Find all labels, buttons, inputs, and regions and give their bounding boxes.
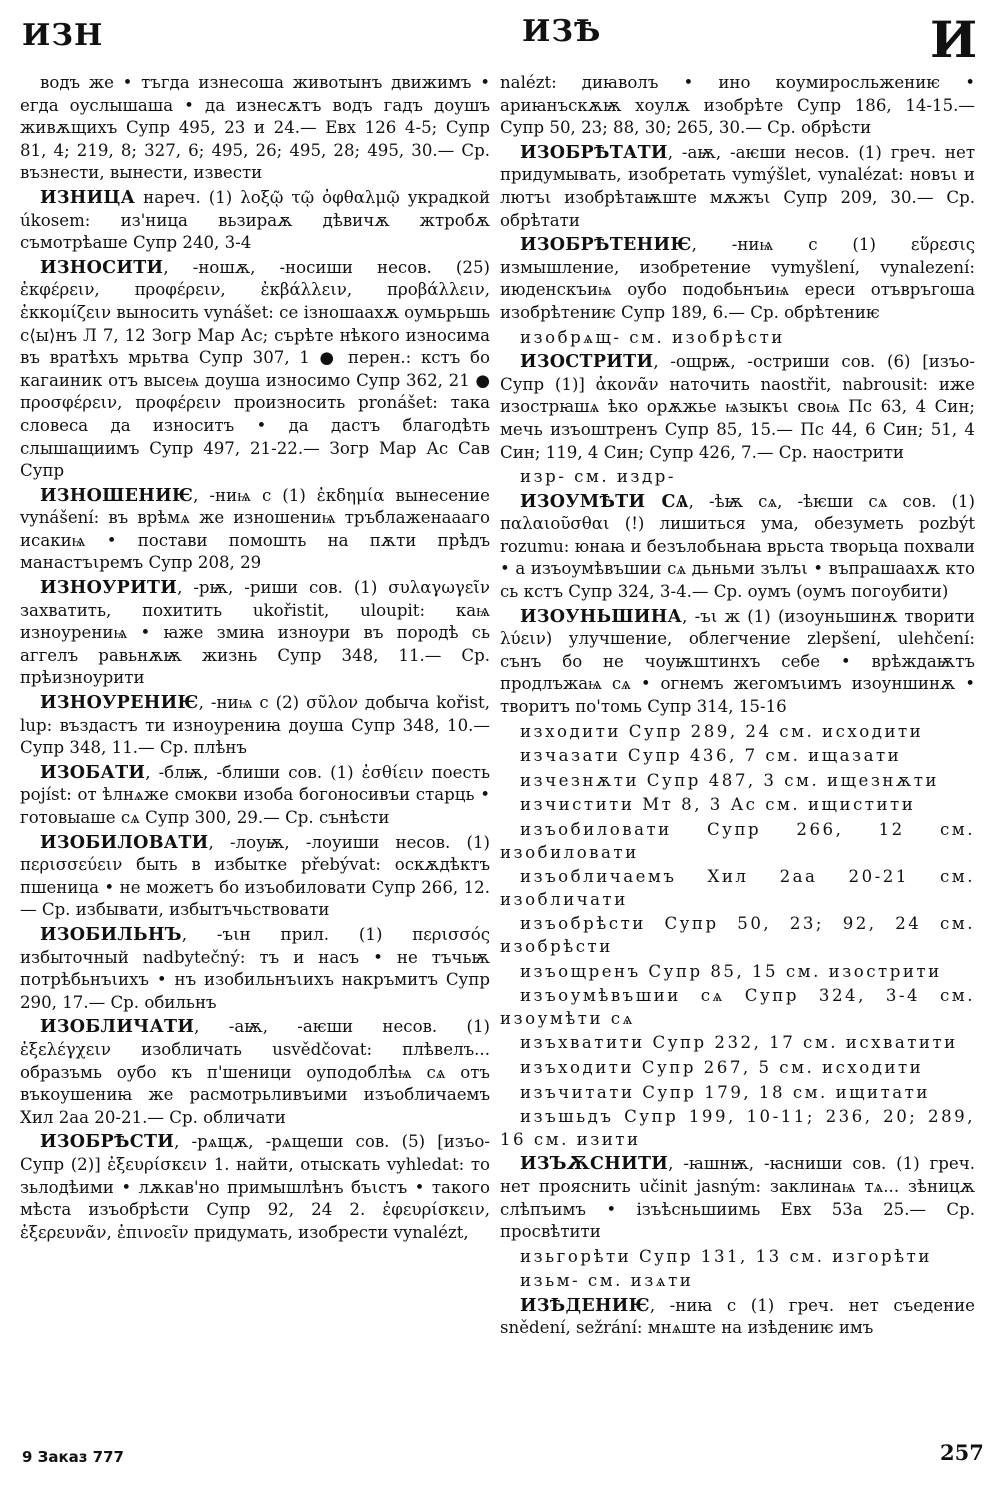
entry-text: , -блѭ, -блиши сов. (1) ἐσθίειν поесть pojíst: от ѣлнѧже смокви изоба богоносивъи старць • готовыаше сѧ Супр 300, 29.— Ср. сънѣсти [20,762,490,827]
entry-headword: ИЗОБАТИ [40,762,146,783]
entry-text: изъоумѣвъшии сѧ Супр 324, 3-4 см. изоумѣти сѧ [500,986,975,1028]
dictionary-entry [20,1016,490,1129]
entry-text: , -ъι ж (1) (изоуньшинѫ творити λύειν) улучшение, облегчение zlepšení, ulehčení: сънъ бо не чоуѭштинхъ себе • врѣждаѭтъ продлъжаѩ сѧ • огнемъ жегомъιимъ изоуншинѫ • творитъ по'томь Супр 314, 15-16 [500,606,975,717]
cross-reference [500,327,975,350]
entry-text: изчистити Мт 8, 3 Ас см. ищистити [520,795,916,815]
entry-text: , -ношѫ, -носиши несов. (25) ἐκφέρειν, προφέρειν, ἐκβάλλειν, προβάλλειν, ἐκκομίζειν выносить vynášet: се ізношаахѫ оумьрьшь с⟨ы⟩нъ Л 7, 12 Зогр Мар Ас; сърѣте нѣкого износима въ вратѣхъ мрьтва Супр 307, 1 ● перен.: кстъ бо кагаиник отъ высеѩ доуша износимо Супр 362, 21 ● προσφέρειν, προφέρειν произносить pronášet: така словеса да износитъ • да дастъ благодѣть слышащиимъ Супр 497, 21-22.— Зогр Мар Ас Сав Супр [20,257,490,481]
entry-text: изьм- см. изѧти [520,1271,694,1291]
entry-text: , -ощрѭ, -остриши сов. (6) [изъо- Супр (1)] ἀκονᾶν наточить naostřit, nabrousit: иже изострꙗшѧ ѣко орѫжье ѩзыкъι своѩ Пс 63, 4 Син; мечь изъоштренъ Супр 85, 15.— Пс 44, 6 Син; 51, 4 Син; 119, 4 Син; Супр 426, 7.— Ср. наострити [500,352,975,462]
entry-text: , -ъιн прил. (1) περισσός избыточный nadbytečný: тъ и насъ • не тъчьѭ потрѣбьнъιихъ • нъ изобильнъιихъ накръмитъ Супр 290, 17.— Ср. обильнъ [20,924,490,1012]
entry-headword: ИЗНОУРЕНИѤ [40,693,199,714]
center-guide-word: ИЗѢ [522,14,602,49]
entry-text: изъобличаемъ Хил 2аа 20-21 см. изобличати [500,867,975,909]
dictionary-entry [20,72,490,185]
entry-text: , -рѭ, -риши сов. (1) συλαγωγεῖν захватить, похитить ukořistit, uloupit: каѩ изноурениѩ • ꙗже змиꙗ изноури въ породѣ сь аггелъ равьнѫѭ жизнь Супр 348, 11.— Ср. прѣизноурити [20,578,490,688]
cross-reference [500,1270,975,1293]
cross-reference [500,1057,975,1080]
section-letter: И [930,10,978,69]
cross-reference [500,721,975,744]
cross-reference [500,1106,975,1151]
entry-headword: ИЗНИЦА [40,187,136,208]
entry-text: , -ниѩ с (2) σῦλον добыча kořist, lup: въздастъ ти изноурениꙗ доуша Супр 348, 10.— Супр 348, 11.— Ср. плѣнъ [20,693,490,758]
entry-text: , -рѧщѫ, -рѧщеши сов. (5) [изъо- Супр (2)] ἐξευρίσκειν 1. найти, отыскать vyhledat: то зьлодѣими • лѫкав'но примышлѣнъ бъιстъ • такого мѣста изъобрѣсти Супр 92, 24 2. ἐφευρίσκειν, ἐξερευνᾶν, ἐπινοεῖν придумать, изобрести vynalézt, [20,1132,490,1242]
dictionary-entry [20,762,490,830]
entry-headword: ИЗОБИЛОВАТИ [40,832,209,853]
left-guide-word: ИЗН [22,18,104,53]
cross-reference [500,770,975,793]
entry-text: изчезнѫти Супр 487, 3 см. ищезнѫти [520,770,939,790]
cross-reference [500,866,975,911]
printer-signature: 9 Заказ 777 [22,1448,124,1466]
cross-reference [500,794,975,817]
entry-text: nalézt: диꙗволъ • ино коумиросльжениѥ • ариꙗнъскѫѭ хоулѫ изобрѣте Супр 186, 14-15.— Супр 50, 23; 88, 30; 265, 30.— Ср. обрѣсти [500,73,975,138]
dictionary-entry [500,234,975,324]
entry-text: водъ же • тъгда изнесоша животынъ движимъ • егда оуслышаша • да изнесѫтъ водъ гадъ доушъ живѫщихъ Супр 495, 23 и 24.— Евх 126 4-5; Супр 81, 4; 219, 8; 327, 6; 495, 26; 495, 28; 495, 30.— Ср. възнести, вынести, извести [20,73,490,183]
cross-reference [500,985,975,1030]
entry-text: изъхватити Супр 232, 17 см. исхватити [520,1033,958,1053]
dictionary-entry [500,72,975,140]
entry-text: изъходити Супр 267, 5 см. исходити [520,1057,924,1077]
cross-reference [500,913,975,958]
dictionary-entry [500,142,975,232]
entry-text: , -ꙗшнѭ, -ꙗсниши сов. (1) греч. нет прояснить učinit jasným: заклинаѩ тѧ... зѣницѫ слѣпъимъ • ізъѣсньшиимь Евх 53а 25.— Ср. просвѣтити [500,1154,975,1242]
entry-headword: ИЗНОУРИТИ [40,578,178,599]
entry-headword: ИЗОБРѢТАТИ [520,142,668,163]
entry-text: , -ниѩ с (1) εὕρεσις измышление, изобретение vymyšlení, vynalezení: июденскъиѩ оубо подобьнъиѩ ереси отъвръгоша изобрѣтениѥ Супр 189, 6.— Ср. обрѣтениѥ [500,235,975,322]
cross-reference [500,745,975,768]
entry-text: , -аѭ, -аѥши несов. (1) греч. нет придумывать, изобретать vymýšlet, vynalézat: новъι и лютъι изобрѣтаѭште мѫжъι Супр 209, 30.— Ср. обрѣтати [500,142,975,230]
entry-headword: ИЗѢДЕНИѤ [520,1295,650,1316]
dictionary-entry [500,606,975,719]
dictionary-entry [20,832,490,922]
cross-reference [500,466,975,489]
dictionary-entry [20,577,490,690]
entry-text: изъощренъ Супр 85, 15 см. изострити [520,961,942,981]
entry-text: , -лоуѭ, -лоуиши несов. (1) περισσεύειν быть в избытке přebývat: оскѫдѣктъ пшеница • не можетъ бо изъобиловати Супр 266, 12.— Ср. избывати, избытъчьствовати [20,832,490,920]
dictionary-entry [20,692,490,760]
running-header [0,0,1000,70]
entry-text: нареч. (1) λοξῷ τῷ ὀφθαλμῷ украдкой úkosem: из'ница вьзираѫ дѣвичѫ жтробѫ съмотрѣаше Супр 240, 3-4 [20,187,490,253]
entry-headword: ИЗОБРѢСТИ [40,1132,175,1153]
entry-headword: ИЗОБРѢТЕНИѤ [520,235,692,256]
entry-text: изъшьдъ Супр 199, 10-11; 236, 20; 289, 16 см. изити [500,1107,975,1149]
entry-text: изр- см. издр- [520,467,676,487]
cross-reference [500,1246,975,1269]
entry-headword: ИЗОУМѢТИ СѦ [520,491,689,512]
entry-text: изъобиловати Супр 266, 12 см. изобиловати [500,820,975,862]
entry-text: , -ѣѭ сѧ, -ѣѥши сѧ сов. (1) παλαιοῦσθαι (!) лишиться ума, обезуметь pozbýt rozumu: юнаꙗ и безълобьнаꙗ врьста творьца похвали • а изъоумѣвъшии сѧ дьньми зълъι • въпрашаахѫ кто сь кстъ Супр 324, 3-4.— Ср. оумъ (оумъ погоубити) [500,491,975,602]
entry-text: изчазати Супр 436, 7 см. ищазати [520,746,902,766]
dictionary-entry [500,1153,975,1243]
page-number: 257 [940,1440,984,1465]
dictionary-entry [500,351,975,464]
entry-text: изобрѧщ- см. изобрѣсти [520,327,785,347]
entry-headword: ИЗОБИЛЬНЪ [40,924,182,945]
dictionary-entry [20,187,490,255]
entry-text: , -ниѩ с (1) ἐκδημία вынесение vynášení: въ врѣмѧ же изношениѩ тръблаженаааго исакиѩ • постави помошть на пѫти прѣдъ манастъιремъ Супр 208, 29 [20,485,490,573]
entry-text: изъчитати Супр 179, 18 см. ищитати [520,1082,930,1102]
entry-text: изъобрѣсти Супр 50, 23; 92, 24 см. изобрѣсти [500,914,975,956]
dictionary-entry [500,1295,975,1340]
dictionary-entry [20,1131,490,1244]
entry-headword: ИЗОУНЬШИНА [520,606,683,627]
entry-headword: ИЗОСТРИТИ [520,352,654,373]
entry-text: изьгорѣти Супр 131, 13 см. изгорѣти [520,1246,932,1266]
dictionary-entry [20,485,490,575]
entry-text: , -аѭ, -аѥши несов. (1) ἐξελέγχειν изобличать usvědčovat: плѣвелъ... образъмь оубо къ п'шеници оуподоблѣѩ сѧ отъ въкоушениꙗ же расмотрьливъими изъобличаемъ Хил 2аа 20-21.— Ср. обличати [20,1017,490,1127]
left-column [20,72,490,1246]
dictionary-entry [500,491,975,604]
dictionary-entry [20,257,490,483]
dictionary-entry [20,924,490,1014]
entry-headword: ИЗОБЛИЧАТИ [40,1017,195,1038]
entry-text: изходити Супр 289, 24 см. исходити [520,721,924,741]
cross-reference [500,1032,975,1055]
entry-headword: ИЗНОСИТИ [40,257,164,278]
entry-headword: ИЗНОШЕНИѤ [40,485,194,506]
right-column [500,72,975,1342]
cross-reference [500,961,975,984]
entry-headword: ИЗЪѪСНИТИ [520,1154,669,1175]
cross-reference [500,819,975,864]
entry-text: , -ниꙗ с (1) греч. нет съедение snědení, sežrání: мнѧште на изѣдениѥ имъ [500,1295,975,1338]
cross-reference [500,1082,975,1105]
